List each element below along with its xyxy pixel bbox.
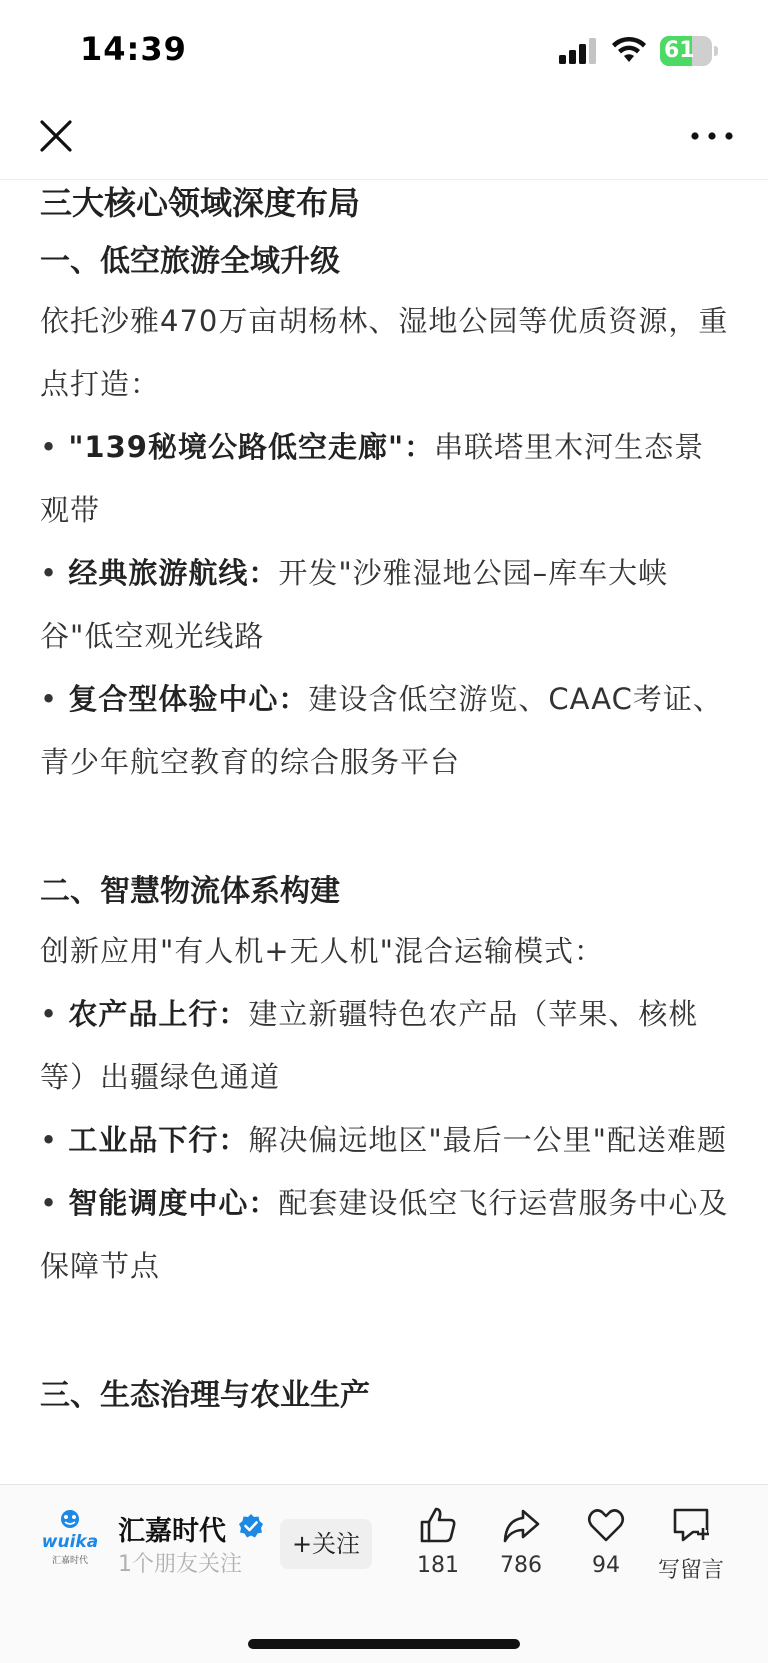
share-button[interactable] <box>481 1505 561 1578</box>
bullet-text: 串联塔里木河生态景观带 <box>40 430 705 527</box>
status-bar <box>0 0 768 100</box>
bullet-label: 经典旅游航线： <box>68 556 279 590</box>
bullet-text: 建设含低空游览、CAAC考证、青少年航空教育的综合服务平台 <box>40 682 723 779</box>
share-count: 786 <box>500 1553 542 1578</box>
bullet-label: 工业品下行： <box>68 1123 249 1157</box>
comment-button[interactable] <box>651 1505 731 1584</box>
article-body <box>40 180 730 1480</box>
list-item: • 农产品上行：建立新疆特色农产品（苹果、核桃等）出疆绿色通道 <box>40 997 699 1094</box>
list-item: • 智能调度中心：配套建设低空飞行运营服务中心及保障节点 <box>40 1186 729 1283</box>
battery-icon <box>660 36 718 66</box>
friends-following: 1个朋友关注 <box>118 1552 242 1577</box>
bullet-text: 配套建设低空飞行运营服务中心及保障节点 <box>40 1186 729 1283</box>
verified-icon <box>238 1513 264 1539</box>
like-count: 181 <box>417 1553 459 1578</box>
bullet-label: 智能调度中心： <box>68 1186 279 1220</box>
section-intro: 创新应用"有人机+无人机"混合运输模式： <box>40 934 604 968</box>
close-icon[interactable] <box>34 114 78 158</box>
list-item: • 工业品下行：解决偏远地区"最后一公里"配送难题 <box>40 1123 728 1157</box>
logo-text: wuika <box>41 1532 99 1552</box>
heart-icon <box>586 1505 626 1545</box>
section-heading: 二、智慧物流体系构建 <box>40 874 340 909</box>
list-item: • 复合型体验中心：建设含低空游览、CAAC考证、青少年航空教育的综合服务平台 <box>40 682 723 779</box>
section-heading: 三、生态治理与农业生产 <box>40 1378 370 1413</box>
bullet-text: 解决偏远地区"最后一公里"配送难题 <box>248 1123 728 1157</box>
bullet-label: 农产品上行： <box>68 997 249 1031</box>
list-item: • "139秘境公路低空走廊"：串联塔里木河生态景观带 <box>40 430 705 527</box>
comment-label: 写留言 <box>657 1558 724 1583</box>
wifi-icon <box>611 36 647 64</box>
favorite-button[interactable] <box>566 1505 646 1578</box>
share-icon <box>501 1505 541 1545</box>
bullet-label: "139秘境公路低空走廊"： <box>68 430 435 464</box>
logo-subtext: 汇嘉时代 <box>51 1556 89 1566</box>
thumbs-up-icon <box>418 1505 458 1545</box>
account-logo[interactable] <box>38 1505 102 1569</box>
signal-icon <box>559 38 599 64</box>
home-indicator <box>248 1639 520 1649</box>
like-button[interactable] <box>398 1505 478 1578</box>
bullet-text: 开发"沙雅湿地公园–库车大峡谷"低空观光线路 <box>40 556 669 653</box>
comment-icon <box>671 1505 711 1545</box>
nav-bar <box>0 100 768 180</box>
bottom-bar <box>0 1484 768 1663</box>
follow-button[interactable]: +关注 <box>280 1519 372 1569</box>
bullet-text: 建立新疆特色农产品（苹果、核桃等）出疆绿色通道 <box>40 997 699 1094</box>
account-name[interactable]: 汇嘉时代 <box>118 1516 226 1547</box>
section-title: 三大核心领域深度布局 <box>40 184 361 222</box>
favorite-count: 94 <box>592 1553 620 1578</box>
list-item: • 经典旅游航线：开发"沙雅湿地公园–库车大峡谷"低空观光线路 <box>40 556 669 653</box>
status-time: 14:39 <box>80 30 187 68</box>
section-intro: 依托沙雅470万亩胡杨林、湿地公园等优质资源，重点打造： <box>40 304 729 401</box>
bullet-label: 复合型体验中心： <box>68 682 309 716</box>
battery-text: 61 <box>664 38 695 63</box>
more-icon[interactable] <box>688 118 736 154</box>
section-heading: 一、低空旅游全域升级 <box>40 244 340 279</box>
